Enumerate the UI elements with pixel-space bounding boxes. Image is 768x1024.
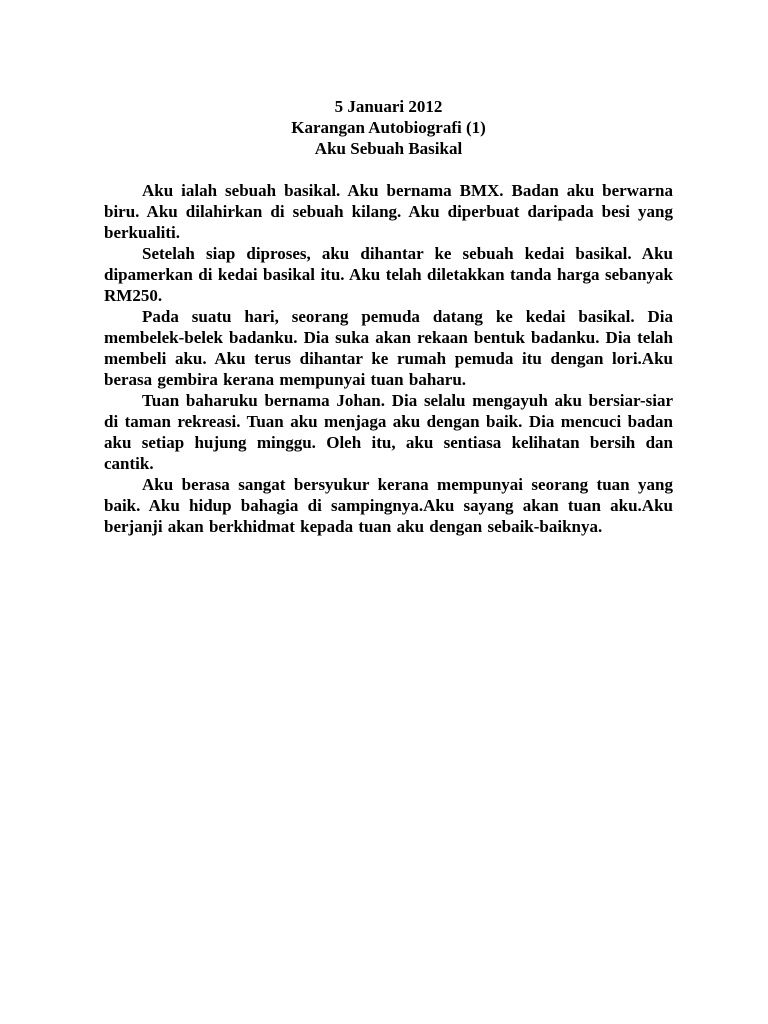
heading-subtitle: Aku Sebuah Basikal — [314, 139, 463, 158]
heading-date: 5 Januari 2012 — [334, 97, 443, 116]
paragraph: Tuan baharuku bernama Johan. Dia selalu mengayuh aku bersiar-siar di taman rekreasi. Tuan aku menjaga aku dengan baik. Dia mencuci badan aku setiap hujung minggu. Oleh itu, aku sentiasa kelihatan bersih dan cantik. — [104, 391, 673, 473]
paragraph: Setelah siap diproses, aku dihantar ke sebuah kedai basikal. Aku dipamerkan di kedai basikal itu. Aku telah diletakkan tanda harga sebanyak RM250. — [104, 244, 673, 305]
paragraph: Aku ialah sebuah basikal. Aku bernama BMX. Badan aku berwarna biru. Aku dilahirkan di sebuah kilang. Aku diperbuat daripada besi yang berkualiti. — [104, 181, 673, 242]
heading-title: Karangan Autobiografi (1) — [291, 118, 486, 137]
essay-body — [104, 180, 673, 537]
paragraph: Pada suatu hari, seorang pemuda datang ke kedai basikal. Dia membelek-belek badanku. Dia suka akan rekaan bentuk badanku. Dia telah membeli aku. Aku terus dihantar ke rumah pemuda itu dengan lori.Aku berasa gembira kerana mempunyai tuan baharu. — [104, 307, 673, 389]
paragraph: Aku berasa sangat bersyukur kerana mempunyai seorang tuan yang baik. Aku hidup bahagia di sampingnya.Aku sayang akan tuan aku.Aku berjanji akan berkhidmat kepada tuan aku dengan sebaik-baiknya. — [104, 475, 673, 536]
document-heading — [104, 96, 673, 159]
